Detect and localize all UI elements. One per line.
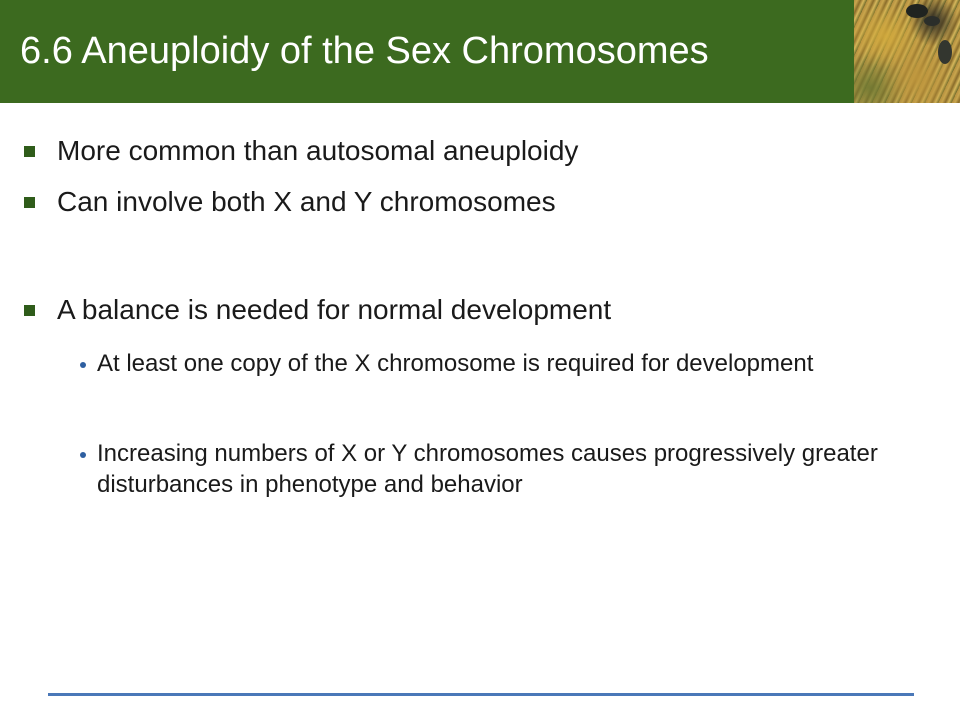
bullet-item: More common than autosomal aneuploidy (57, 135, 579, 166)
sub-bullet-item: Increasing numbers of X or Y chromosomes causes progressively greater disturbances in phenotype and behavior (97, 440, 878, 498)
square-bullet-icon (24, 146, 35, 157)
bullet-item: Can involve both X and Y chromosomes (57, 186, 556, 217)
sub-bullet-item: At least one copy of the X chromosome is required for development (97, 350, 814, 377)
bottom-divider (48, 693, 914, 696)
dot-bullet-icon (80, 362, 86, 368)
dot-bullet-icon (80, 452, 86, 458)
square-bullet-icon (24, 305, 35, 316)
slide-title: 6.6 Aneuploidy of the Sex Chromosomes (20, 30, 709, 72)
bullet-item: A balance is needed for normal development (57, 294, 612, 325)
square-bullet-icon (24, 197, 35, 208)
